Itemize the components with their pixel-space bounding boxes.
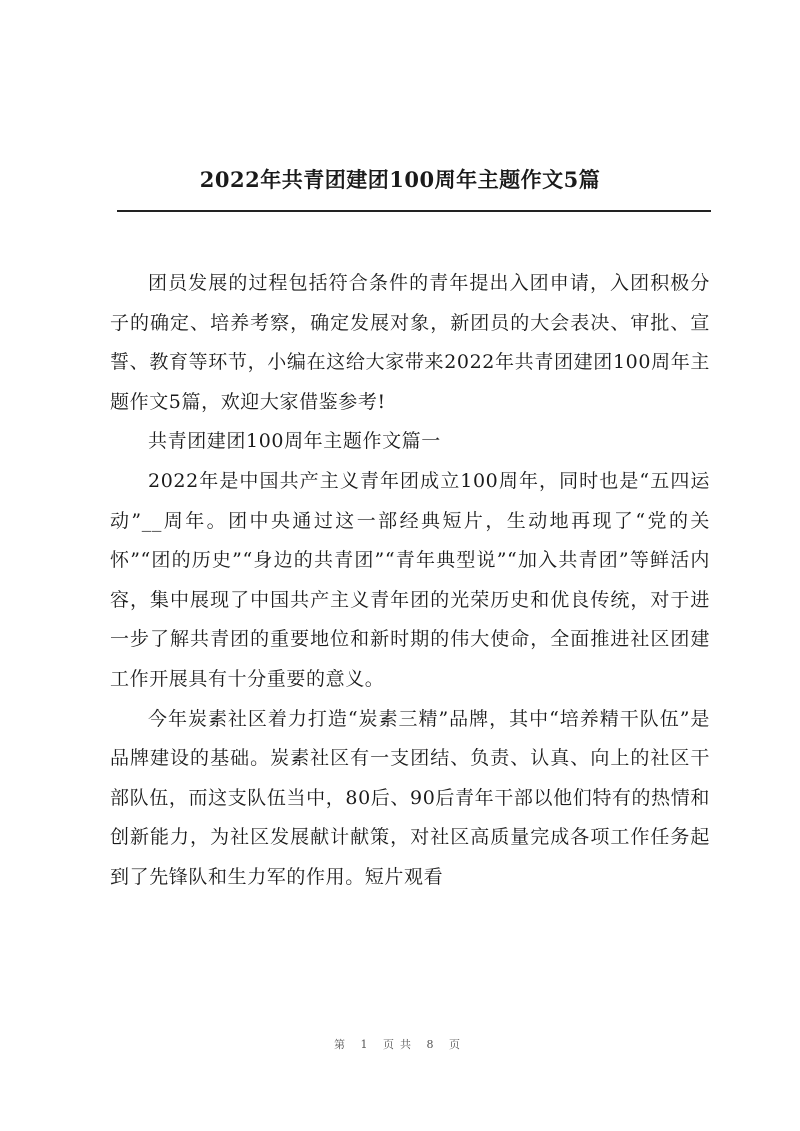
body-paragraph: 2022年是中国共产主义青年团成立100周年，同时也是“五四运动”__周年。团中央通过这一部经典短片，生动地再现了“党的关怀”“团的历史”“身边的共青团”“青年典型说”“加入共青团”等鲜活内容，集中展现了中国共产主义青年团的光荣历史和优良传统，对于进一步了解共青团的重要地位和新时期的伟大使命，全面推进社区团建工作开展具有十分重要的意义。 — [110, 469, 710, 690]
document-title: 2022年共青团建团100周年主题作文5篇 — [199, 167, 601, 192]
intro-paragraph: 团员发展的过程包括符合条件的青年提出入团申请，入团积极分子的确定、培养考察，确定发展对象，新团员的大会表决、审批、宣誓、教育等环节，小编在这给大家带来2022年共青团建团100周年主题作文5篇，欢迎大家借鉴参考! — [110, 272, 710, 413]
title-underline — [117, 210, 711, 212]
section-heading: 共青团建团100周年主题作文篇一 — [148, 430, 441, 453]
body-paragraph: 今年炭素社区着力打造“炭素三精”品牌，其中“培养精干队伍”是品牌建设的基础。炭素社区有一支团结、负责、认真、向上的社区干部队伍，而这支队伍当中，80后、90后青年干部以他们特有的热情和创新能力，为社区发展献计献策，对社区高质量完成各项工作任务起到了先锋队和生力军的作用。短片观看 — [110, 707, 710, 888]
page-number-footer: 第 1 页共 8 页 — [334, 1038, 466, 1051]
document-body — [110, 264, 710, 898]
